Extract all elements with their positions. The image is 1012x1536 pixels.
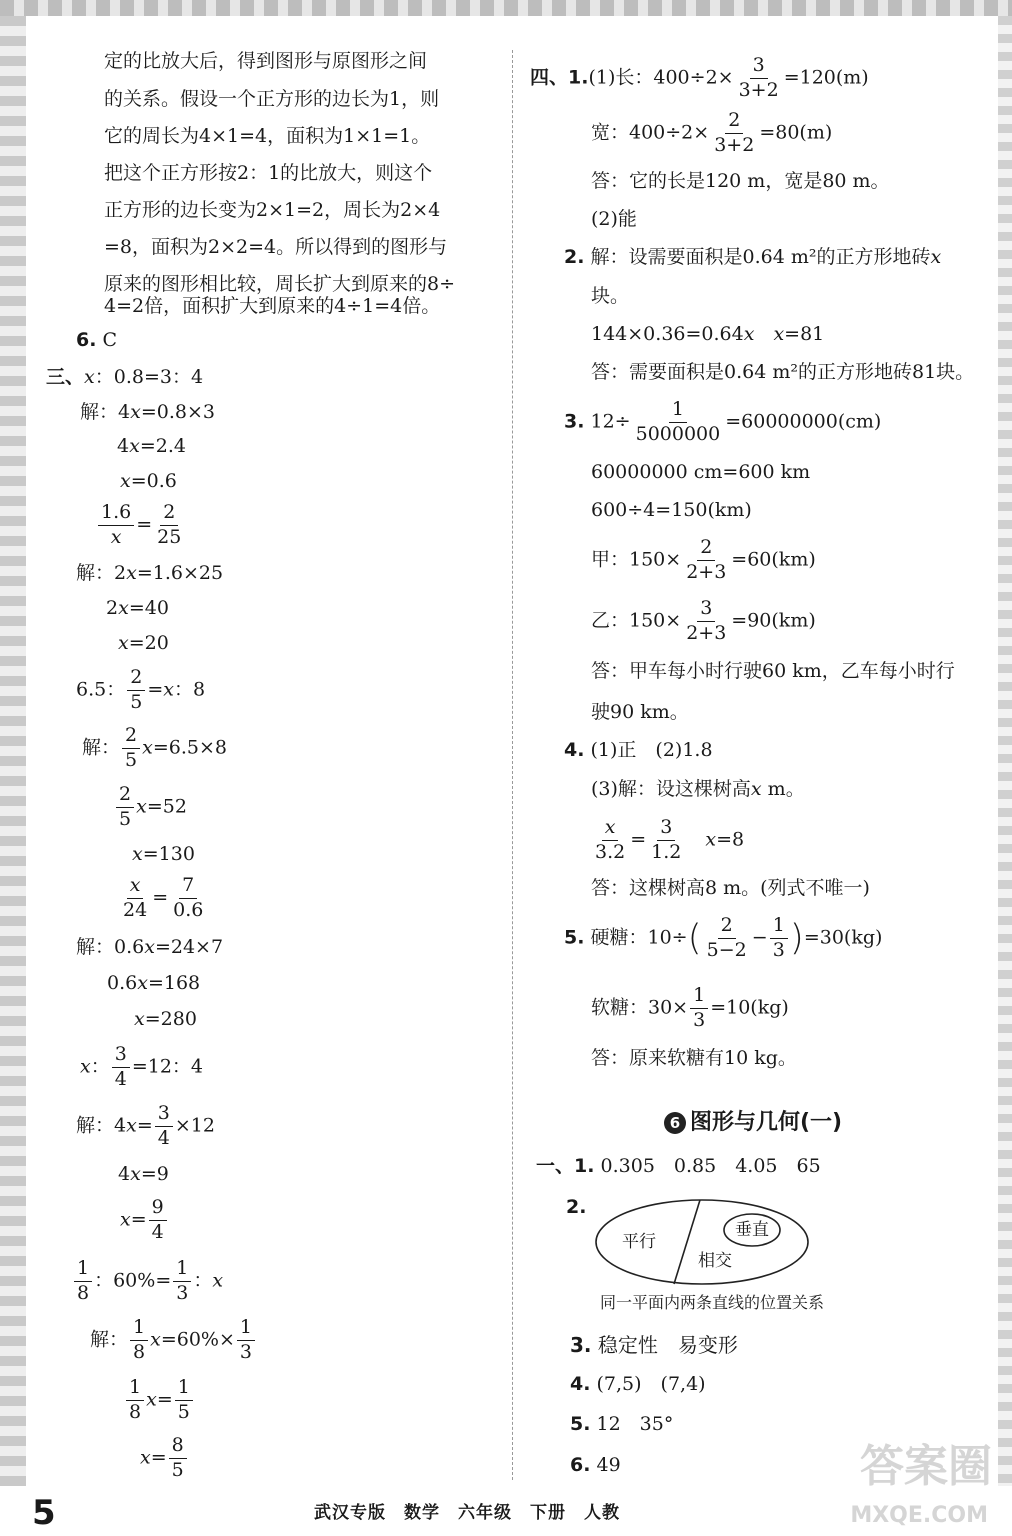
- answer-line: 答：这棵树高8 m。(列式不唯一): [591, 877, 870, 899]
- eq-text: =6.5×8: [152, 736, 227, 759]
- denominator: 5: [171, 1458, 184, 1481]
- eq-text: =: [147, 678, 164, 701]
- equation-1: [46, 368, 203, 387]
- section-number-icon: 6: [664, 1112, 686, 1134]
- q-number: 2.: [566, 1196, 587, 1218]
- eq-text: 解：0.6: [76, 936, 145, 958]
- answer-line: 驶90 km。: [591, 701, 689, 723]
- answer-line: (2)能: [591, 208, 637, 230]
- eq-text: ：0.8=3：4: [94, 366, 204, 388]
- solve-step: [117, 437, 186, 456]
- q-number: 5.: [564, 926, 585, 949]
- fraction: [116, 785, 134, 830]
- eq-text: =30(kg): [803, 926, 883, 949]
- var-x: x: [132, 843, 143, 865]
- q-number: 6.: [76, 329, 97, 351]
- var-x: x: [150, 1328, 161, 1351]
- numerator: 2: [718, 916, 736, 939]
- eq-text: =81: [784, 323, 825, 345]
- eq-text: 12 35°: [596, 1413, 674, 1435]
- eq-text: =280: [144, 1008, 197, 1030]
- fraction: [98, 503, 134, 548]
- denominator: 25: [157, 525, 182, 548]
- section-label: 一、: [536, 1155, 575, 1177]
- var-x: x: [136, 795, 147, 818]
- left-decoration: [0, 16, 26, 1486]
- eq-text: 0.6: [107, 972, 138, 994]
- eq-text: =60%×: [160, 1328, 235, 1351]
- q-number: 5.: [570, 1413, 591, 1435]
- eq-text: =130: [142, 843, 195, 865]
- g-q6: [570, 1456, 621, 1475]
- eq-text: 宽：400÷2×: [591, 121, 710, 144]
- column-divider: [512, 50, 513, 1480]
- numerator: 2: [127, 668, 145, 691]
- denominator: 3+2: [738, 78, 779, 101]
- fraction: [736, 56, 782, 101]
- g-q3: [570, 1335, 738, 1355]
- eq-text: =10(kg): [710, 996, 789, 1019]
- q-number: 3.: [570, 1333, 592, 1357]
- q-number: 1.: [574, 1155, 595, 1177]
- fraction: [770, 916, 788, 961]
- section-title: 图形与几何(一): [690, 1110, 843, 1135]
- eq-text: −: [751, 926, 768, 949]
- eq-text: 144×0.36=0.64: [591, 323, 744, 345]
- solve-step: [76, 1104, 215, 1149]
- para-line: 正方形的边长变为2×1=2，周长为2×4: [104, 199, 441, 221]
- fraction: [173, 1259, 191, 1304]
- numerator: x: [602, 818, 619, 841]
- fraction: [120, 876, 150, 921]
- diagram-label-parallel: 平行: [622, 1232, 656, 1252]
- eq-text: 软糖：30×: [591, 996, 689, 1019]
- solve-step: [106, 599, 169, 618]
- fraction: [112, 1045, 130, 1090]
- answer-line: 块。: [591, 285, 630, 307]
- diagram-label-intersect: 相交: [698, 1251, 732, 1271]
- numerator: 3: [697, 599, 715, 622]
- fraction: [648, 818, 684, 863]
- denominator: 4: [151, 1220, 164, 1243]
- question-6: [76, 331, 117, 350]
- numerator: 2: [116, 785, 134, 808]
- solve-step: [134, 1010, 197, 1029]
- eq-text: (1)正 (2)1.8: [590, 739, 713, 761]
- r-q2-eq: [591, 325, 824, 344]
- denominator: 3: [176, 1281, 189, 1304]
- numerator: 8: [169, 1436, 187, 1459]
- para-line: 定的比放大后，得到图形与原图形之间: [104, 50, 428, 72]
- top-decoration: [0, 0, 1012, 16]
- eq-text: =: [152, 886, 169, 909]
- r-q3-jia: [591, 538, 816, 583]
- var-x: x: [134, 1008, 145, 1030]
- q-answer: C: [102, 329, 118, 351]
- numerator: 1: [237, 1318, 255, 1341]
- solve-step: [76, 564, 223, 583]
- numerator: 1: [770, 916, 788, 939]
- equation-3: [76, 668, 205, 713]
- right-decoration: [998, 16, 1012, 1486]
- eq-text: 解：: [82, 736, 121, 759]
- solve-step: [90, 1318, 257, 1363]
- r-q4-eq: [590, 818, 744, 863]
- eq-text: =60(km): [731, 548, 816, 571]
- numerator: 1: [74, 1259, 92, 1282]
- fraction: [130, 1318, 148, 1363]
- denominator: 1.2: [651, 840, 682, 863]
- solve-step: [76, 938, 223, 957]
- numerator: 1: [669, 400, 687, 423]
- denominator: x: [110, 525, 122, 548]
- var-x: x: [130, 401, 141, 423]
- eq-text: 硬糖：10÷: [590, 926, 688, 949]
- eq-text: (7,5) (7,4): [596, 1373, 706, 1395]
- var-x: x: [120, 1208, 131, 1231]
- var-x: x: [140, 1446, 151, 1469]
- var-x: x: [118, 597, 129, 619]
- eq-text: =: [630, 828, 647, 851]
- eq-text: 6.5：: [76, 678, 126, 701]
- var-x: x: [80, 1055, 91, 1078]
- denominator: 5: [130, 690, 143, 713]
- q-number: 6.: [570, 1454, 591, 1476]
- answer-line: 答：甲车每小时行驶60 km，乙车每小时行: [591, 660, 955, 682]
- fraction: [592, 818, 628, 863]
- equation-5: [80, 1045, 203, 1090]
- fraction: [170, 876, 206, 921]
- fraction: [690, 986, 708, 1031]
- eq-text: ：: [193, 1269, 213, 1292]
- denominator: 5: [119, 807, 132, 830]
- eq-text: =2.4: [139, 435, 186, 457]
- eq-text: m。: [761, 778, 805, 800]
- var-x: x: [743, 323, 755, 345]
- eq-text: =: [136, 513, 153, 536]
- var-x: x: [126, 1114, 137, 1137]
- numerator: 3: [750, 56, 768, 79]
- diagram-caption: 同一平面内两条直线的位置关系: [600, 1293, 825, 1312]
- watermark-logo: 答案圈: [860, 1441, 992, 1492]
- fraction: [175, 1378, 193, 1423]
- numerator: 3: [155, 1104, 173, 1127]
- r-q1-line2: [591, 111, 832, 156]
- eq-text: =168: [147, 972, 201, 994]
- section-label: 三、: [46, 366, 85, 388]
- eq-text: 2: [106, 597, 119, 619]
- var-x: x: [705, 828, 717, 851]
- fraction: [683, 599, 729, 644]
- answer-line: 600÷4=150(km): [591, 499, 752, 521]
- solve-step: [120, 472, 177, 491]
- denominator: 5−2: [706, 938, 747, 961]
- solve-step: [80, 403, 215, 422]
- solve-step: [114, 785, 187, 830]
- numerator: 7: [179, 876, 197, 899]
- numerator: 2: [160, 503, 178, 526]
- eq-text: =: [150, 1446, 167, 1469]
- fraction: [127, 668, 145, 713]
- fraction: [169, 1436, 187, 1481]
- eq-text: =: [130, 1208, 147, 1231]
- var-x: x: [163, 678, 174, 701]
- fraction: [126, 1378, 144, 1423]
- fraction: [74, 1259, 92, 1304]
- denominator: 8: [77, 1281, 90, 1304]
- diagram-label-perpendicular: 垂直: [735, 1220, 769, 1240]
- fraction: [633, 400, 724, 445]
- eq-text: =0.6: [130, 470, 177, 492]
- numerator: 1.6: [98, 503, 134, 526]
- eq-text: 4: [118, 1163, 131, 1185]
- numerator: 1: [126, 1378, 144, 1401]
- equation-6: [72, 1259, 223, 1304]
- numerator: 1: [173, 1259, 191, 1282]
- var-x: x: [146, 1388, 157, 1411]
- numerator: 1: [130, 1318, 148, 1341]
- r-q3-line1: [564, 400, 881, 445]
- numerator: 2: [697, 538, 715, 561]
- answer-line: 答：需要面积是0.64 m²的正方形地砖81块。: [591, 361, 975, 383]
- solve-step: [120, 1198, 169, 1243]
- var-x: x: [130, 1163, 141, 1185]
- eq-text: 4: [117, 435, 130, 457]
- var-x: x: [773, 323, 785, 345]
- denominator: 8: [133, 1340, 146, 1363]
- q-number: 4.: [570, 1373, 591, 1395]
- eq-text: =12：4: [131, 1055, 204, 1078]
- eq-text: =: [136, 1114, 153, 1137]
- footer-text: 武汉专版 数学 六年级 下册 人教: [314, 1503, 620, 1523]
- r-q4-line1: [564, 741, 713, 760]
- watermark-url: MXQE.COM: [850, 1503, 988, 1528]
- eq-text: ：: [90, 1055, 110, 1078]
- para-line: 原来的图形相比较，周长扩大到原来的8÷: [104, 273, 456, 295]
- fraction: [154, 503, 184, 548]
- denominator: 8: [129, 1400, 142, 1423]
- eq-text: =40: [128, 597, 169, 619]
- eq-text: =60000000(cm): [725, 410, 882, 433]
- var-x: x: [144, 936, 155, 958]
- var-x: x: [142, 736, 153, 759]
- solve-step: [107, 974, 200, 993]
- denominator: 3: [772, 938, 785, 961]
- eq-text: =20: [128, 632, 169, 654]
- answer-line: 60000000 cm=600 km: [591, 461, 811, 483]
- denominator: 0.6: [173, 898, 204, 921]
- eq-text: 12÷: [590, 410, 631, 433]
- solve-step: [140, 1436, 189, 1481]
- r-q5-line1: [564, 916, 882, 961]
- denominator: 3+2: [714, 133, 755, 156]
- eq-text: =0.8×3: [140, 401, 215, 423]
- g-q4: [570, 1375, 706, 1394]
- eq-text: (1)长：400÷2×: [588, 66, 734, 89]
- fraction: [237, 1318, 255, 1363]
- var-x: x: [120, 470, 131, 492]
- split-line: [674, 1200, 700, 1284]
- numerator: 9: [149, 1198, 167, 1221]
- denominator: 2+3: [686, 621, 727, 644]
- r-q2-line1: [564, 248, 941, 267]
- denominator: 5: [125, 748, 138, 771]
- var-x: x: [750, 778, 762, 800]
- r-q4-line2: [591, 780, 805, 799]
- var-x: x: [930, 246, 942, 268]
- denominator: 24: [123, 898, 148, 921]
- q-number: 4.: [564, 739, 585, 761]
- para-line: 它的周长为4×1=4，面积为1×1=1。: [104, 125, 431, 147]
- denominator: 5000000: [635, 422, 721, 445]
- eq-text: 甲：150×: [591, 548, 682, 571]
- section-heading: [664, 1112, 842, 1134]
- eq-text: =80(m): [759, 121, 833, 144]
- r-q5-line2: [591, 986, 789, 1031]
- q-number: 1.: [568, 66, 589, 89]
- eq-text: 49: [596, 1454, 621, 1476]
- fraction: [683, 538, 729, 583]
- fraction: [122, 726, 140, 771]
- solve-step: [118, 634, 169, 653]
- r-q3-yi: [591, 599, 816, 644]
- eq-text: =9: [140, 1163, 169, 1185]
- numerator: 2: [725, 111, 743, 134]
- page-number: 5: [32, 1493, 56, 1533]
- denominator: 3: [693, 1008, 706, 1031]
- fraction: [155, 1104, 173, 1149]
- var-x: x: [118, 632, 129, 654]
- left-paren: (: [687, 917, 702, 959]
- var-x: x: [212, 1269, 224, 1292]
- eq-text: =52: [146, 795, 187, 818]
- eq-text: 解：: [90, 1328, 129, 1351]
- eq-text: ×12: [174, 1114, 215, 1137]
- eq-text: 稳定性 易变形: [597, 1333, 738, 1357]
- eq-text: =24×7: [154, 936, 224, 958]
- eq-text: 解：2: [76, 562, 127, 584]
- solve-step: [132, 845, 195, 864]
- denominator: 5: [177, 1400, 190, 1423]
- numerator: 2: [122, 726, 140, 749]
- eq-text: 解：4: [80, 401, 131, 423]
- eq-text: 乙：150×: [591, 609, 682, 632]
- denominator: 3.2: [595, 840, 626, 863]
- eq-text: ：8: [173, 678, 206, 701]
- numerator: 1: [690, 986, 708, 1009]
- para-line: 的关系。假设一个正方形的边长为1，则: [104, 88, 440, 110]
- var-x: x: [84, 366, 95, 388]
- fraction: [711, 111, 757, 156]
- eq-text: (3)解：设这棵树高: [591, 778, 751, 800]
- solve-step: [118, 1165, 169, 1184]
- var-x: x: [129, 435, 140, 457]
- answer-line: 答：它的长是120 m，宽是80 m。: [591, 170, 890, 192]
- denominator: 2+3: [686, 560, 727, 583]
- section-label: 四、: [530, 66, 569, 89]
- q-number: 2.: [564, 246, 585, 268]
- solve-step: [82, 726, 227, 771]
- equation-2: [96, 503, 186, 548]
- eq-text: =1.6×25: [136, 562, 224, 584]
- numerator: 1: [175, 1378, 193, 1401]
- eq-text: 解：设需要面积是0.64 m²的正方形地砖: [590, 246, 931, 268]
- para-line: =8，面积为2×2=4。所以得到的图形与: [104, 236, 448, 258]
- q-number: 3.: [564, 410, 585, 433]
- var-x: x: [126, 562, 137, 584]
- numerator: 3: [112, 1045, 130, 1068]
- denominator: 3: [239, 1340, 252, 1363]
- equation-4: [118, 876, 208, 921]
- eq-text: =8: [716, 828, 745, 851]
- eq-text: =: [156, 1388, 173, 1411]
- numerator: 3: [657, 818, 675, 841]
- var-x: x: [137, 972, 148, 994]
- answer-line: 答：原来软糖有10 kg。: [591, 1047, 797, 1069]
- r-q1-line1: [530, 56, 869, 101]
- eq-text: 解：4: [76, 1114, 127, 1137]
- g-q1: [536, 1157, 821, 1176]
- eq-text: =120(m): [783, 66, 869, 89]
- para-line: 4=2倍，面积扩大到原来的4÷1=4倍。: [104, 295, 441, 317]
- fraction: [149, 1198, 167, 1243]
- denominator: 4: [157, 1126, 170, 1149]
- eq-text: 0.305 0.85 4.05 65: [600, 1155, 821, 1177]
- eq-text: ：60%=: [94, 1269, 172, 1292]
- eq-text: =90(km): [731, 609, 816, 632]
- para-line: 把这个正方形按2：1的比放大，则这个: [104, 162, 433, 184]
- numerator: x: [127, 876, 144, 899]
- denominator: 4: [114, 1067, 127, 1090]
- right-paren: ): [789, 917, 804, 959]
- solve-step: [124, 1378, 195, 1423]
- fraction: [704, 916, 750, 961]
- g-q5: [570, 1415, 673, 1434]
